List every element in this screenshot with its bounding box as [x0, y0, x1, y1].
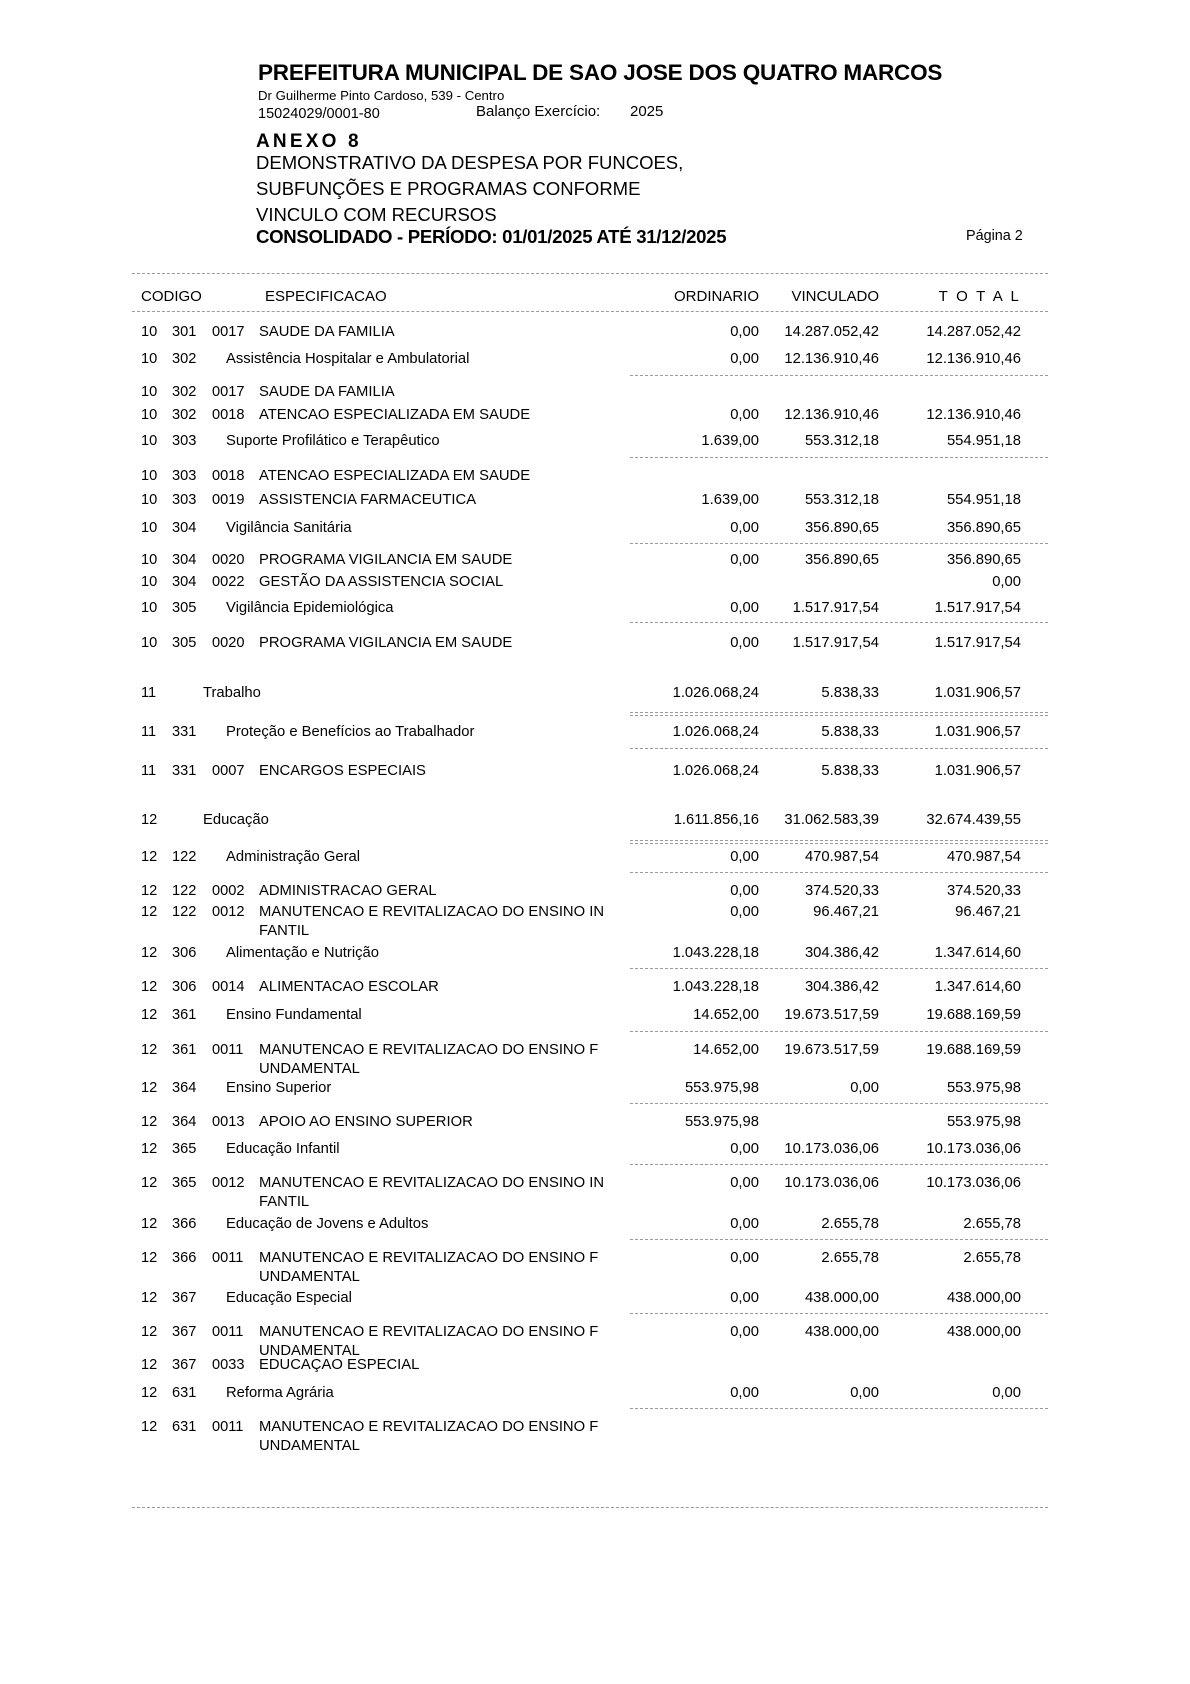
cell-funcao-code: 10 — [141, 635, 158, 651]
cell-especificacao: MANUTENCAO E REVITALIZACAO DO ENSINO F — [259, 1324, 599, 1340]
cell-funcao-code: 11 — [141, 685, 157, 701]
cell-especificacao: ASSISTENCIA FARMACEUTICA — [259, 492, 477, 508]
cell-especificacao-cont: UNDAMENTAL — [259, 1269, 360, 1285]
cell-especificacao: Educação Especial — [226, 1290, 352, 1306]
cell-especificacao-cont: FANTIL — [259, 923, 310, 939]
cell-subfuncao-code: 361 — [172, 1007, 197, 1023]
cell-funcao-code: 10 — [141, 324, 158, 340]
cell-programa-code: 0022 — [212, 574, 245, 590]
cell-especificacao-cont: FANTIL — [259, 1194, 310, 1210]
cell-vinculado: 5.838,33 — [821, 685, 879, 701]
cell-especificacao: PROGRAMA VIGILANCIA EM SAUDE — [259, 552, 513, 568]
cell-funcao-code: 11 — [141, 724, 157, 740]
cell-total: 10.173.036,06 — [926, 1175, 1021, 1191]
cell-total: 438.000,00 — [946, 1290, 1021, 1306]
cell-total: 470.987,54 — [946, 849, 1021, 865]
cell-total: 1.517.917,54 — [934, 635, 1021, 651]
organization-cnpj: 15024029/0001-80 — [258, 106, 380, 122]
cell-vinculado: 438.000,00 — [804, 1290, 879, 1306]
cell-total: 553.975,98 — [946, 1080, 1021, 1096]
cell-subfuncao-code: 367 — [172, 1357, 197, 1373]
cell-subfuncao-code: 302 — [172, 351, 197, 367]
cell-especificacao: Vigilância Epidemiológica — [226, 600, 394, 616]
cell-especificacao: ADMINISTRACAO GERAL — [259, 883, 437, 899]
cell-vinculado: 1.517.917,54 — [792, 600, 879, 616]
cell-ordinario: 1.026.068,24 — [672, 724, 759, 740]
cell-total: 12.136.910,46 — [926, 407, 1021, 423]
column-header-ordinario: ORDINARIO — [673, 288, 759, 305]
cell-ordinario: 0,00 — [730, 324, 759, 340]
cell-programa-code: 0011 — [212, 1042, 244, 1058]
cell-total: 10.173.036,06 — [926, 1141, 1021, 1157]
page-number: Página 2 — [966, 228, 1023, 244]
cell-funcao-code: 12 — [141, 904, 158, 920]
cell-programa-code: 0014 — [212, 979, 245, 995]
cell-ordinario: 0,00 — [730, 1141, 759, 1157]
cell-subfuncao-code: 366 — [172, 1250, 197, 1266]
report-title-line-1: DEMONSTRATIVO DA DESPESA POR FUNCOES, — [256, 152, 684, 173]
cell-subfuncao-code: 364 — [172, 1114, 197, 1130]
cell-programa-code: 0020 — [212, 552, 245, 568]
cell-subfuncao-code: 331 — [172, 763, 197, 779]
cell-ordinario: 0,00 — [730, 407, 759, 423]
cell-vinculado: 10.173.036,06 — [784, 1141, 879, 1157]
cell-subfuncao-code: 631 — [172, 1419, 197, 1435]
cell-ordinario: 0,00 — [730, 520, 759, 536]
cell-subfuncao-code: 303 — [172, 492, 197, 508]
cell-funcao-code: 10 — [141, 351, 158, 367]
cell-total: 0,00 — [992, 574, 1021, 590]
cell-subfuncao-code: 306 — [172, 945, 197, 961]
cell-especificacao: MANUTENCAO E REVITALIZACAO DO ENSINO F — [259, 1250, 599, 1266]
cell-programa-code: 0011 — [212, 1250, 244, 1266]
cell-funcao-code: 12 — [141, 1419, 158, 1435]
cell-ordinario: 0,00 — [730, 1290, 759, 1306]
cell-funcao-code: 12 — [141, 945, 158, 961]
cell-subfuncao-code: 631 — [172, 1385, 197, 1401]
cell-ordinario: 1.043.228,18 — [672, 979, 759, 995]
cell-funcao-code: 10 — [141, 600, 158, 616]
cell-funcao-code: 10 — [141, 520, 158, 536]
cell-subfuncao-code: 304 — [172, 520, 197, 536]
cell-especificacao-cont: UNDAMENTAL — [259, 1061, 360, 1077]
cell-funcao-code: 11 — [141, 763, 157, 779]
cell-total: 2.655,78 — [963, 1250, 1021, 1266]
cell-funcao-code: 10 — [141, 433, 158, 449]
cell-total: 554.951,18 — [946, 433, 1021, 449]
cell-especificacao: Suporte Profilático e Terapêutico — [226, 433, 440, 449]
cell-funcao-code: 12 — [141, 1385, 158, 1401]
cell-total: 19.688.169,59 — [926, 1007, 1021, 1023]
cell-programa-code: 0017 — [212, 324, 245, 340]
cell-ordinario: 0,00 — [730, 1216, 759, 1232]
cell-especificacao-cont: UNDAMENTAL — [259, 1438, 360, 1454]
cell-subfuncao-code: 305 — [172, 635, 197, 651]
cell-programa-code: 0017 — [212, 384, 245, 400]
cell-total: 1.031.906,57 — [934, 685, 1021, 701]
row-separator — [630, 1103, 1048, 1104]
cell-subfuncao-code: 303 — [172, 433, 197, 449]
cell-vinculado: 0,00 — [850, 1385, 879, 1401]
annex-title: ANEXO 8 — [256, 131, 362, 152]
cell-vinculado: 470.987,54 — [804, 849, 879, 865]
cell-ordinario: 0,00 — [730, 1250, 759, 1266]
cell-subfuncao-code: 122 — [172, 849, 197, 865]
cell-ordinario: 1.043.228,18 — [672, 945, 759, 961]
cell-especificacao-cont: UNDAMENTAL — [259, 1343, 360, 1359]
balance-year: 2025 — [630, 103, 664, 120]
cell-total: 1.517.917,54 — [934, 600, 1021, 616]
cell-programa-code: 0011 — [212, 1419, 244, 1435]
cell-total: 356.890,65 — [946, 520, 1021, 536]
table-bottom-rule — [132, 1507, 1048, 1508]
row-separator — [630, 1313, 1048, 1314]
cell-funcao-code: 12 — [141, 849, 158, 865]
cell-especificacao: Vigilância Sanitária — [226, 520, 352, 536]
cell-total: 1.347.614,60 — [934, 979, 1021, 995]
balance-label: Balanço Exercício: — [476, 103, 601, 120]
cell-ordinario: 1.026.068,24 — [672, 685, 759, 701]
cell-especificacao: Proteção e Benefícios ao Trabalhador — [226, 724, 475, 740]
column-header-especificacao: ESPECIFICACAO — [265, 288, 387, 305]
row-separator — [630, 1031, 1048, 1032]
cell-subfuncao-code: 367 — [172, 1324, 197, 1340]
report-title-line-3: VINCULO COM RECURSOS — [256, 204, 497, 225]
cell-funcao-code: 12 — [141, 1357, 158, 1373]
cell-especificacao: ENCARGOS ESPECIAIS — [259, 763, 426, 779]
cell-ordinario: 0,00 — [730, 1385, 759, 1401]
cell-ordinario: 0,00 — [730, 1324, 759, 1340]
row-separator — [630, 543, 1048, 544]
row-separator — [630, 748, 1048, 749]
cell-subfuncao-code: 367 — [172, 1290, 197, 1306]
cell-total: 2.655,78 — [963, 1216, 1021, 1232]
cell-total: 19.688.169,59 — [926, 1042, 1021, 1058]
row-separator — [630, 457, 1048, 458]
cell-vinculado: 19.673.517,59 — [784, 1007, 879, 1023]
cell-vinculado: 2.655,78 — [821, 1216, 879, 1232]
cell-funcao-code: 12 — [141, 1141, 158, 1157]
cell-funcao-code: 12 — [141, 1324, 158, 1340]
cell-especificacao: ATENCAO ESPECIALIZADA EM SAUDE — [259, 407, 531, 423]
cell-especificacao: MANUTENCAO E REVITALIZACAO DO ENSINO F — [259, 1042, 599, 1058]
cell-subfuncao-code: 303 — [172, 468, 197, 484]
cell-vinculado: 12.136.910,46 — [784, 351, 879, 367]
cell-ordinario: 1.639,00 — [701, 492, 759, 508]
cell-ordinario: 14.652,00 — [693, 1042, 759, 1058]
cell-vinculado: 10.173.036,06 — [784, 1175, 879, 1191]
cell-total: 1.347.614,60 — [934, 945, 1021, 961]
cell-ordinario: 0,00 — [730, 600, 759, 616]
row-separator — [630, 872, 1048, 873]
cell-total: 554.951,18 — [946, 492, 1021, 508]
cell-funcao-code: 12 — [141, 1250, 158, 1266]
cell-funcao-code: 10 — [141, 407, 158, 423]
organization-address: Dr Guilherme Pinto Cardoso, 539 - Centro — [258, 88, 505, 103]
cell-programa-code: 0020 — [212, 635, 245, 651]
cell-especificacao: PROGRAMA VIGILANCIA EM SAUDE — [259, 635, 513, 651]
cell-vinculado: 1.517.917,54 — [792, 635, 879, 651]
cell-subfuncao-code: 361 — [172, 1042, 197, 1058]
row-separator — [630, 622, 1048, 623]
cell-vinculado: 2.655,78 — [821, 1250, 879, 1266]
cell-especificacao: Educação Infantil — [226, 1141, 340, 1157]
cell-subfuncao-code: 302 — [172, 407, 197, 423]
column-header-codigo: CODIGO — [141, 288, 202, 305]
cell-total: 553.975,98 — [946, 1114, 1021, 1130]
cell-funcao-code: 10 — [141, 574, 158, 590]
cell-especificacao: EDUCAÇAO ESPECIAL — [259, 1357, 420, 1373]
row-separator — [630, 712, 1048, 716]
row-separator — [630, 968, 1048, 969]
cell-ordinario: 553.975,98 — [684, 1080, 759, 1096]
cell-vinculado: 96.467,21 — [813, 904, 879, 920]
cell-total: 96.467,21 — [955, 904, 1021, 920]
row-separator — [630, 1239, 1048, 1240]
cell-vinculado: 304.386,42 — [804, 945, 879, 961]
cell-especificacao: GESTÃO DA ASSISTENCIA SOCIAL — [259, 574, 504, 590]
cell-subfuncao-code: 304 — [172, 552, 197, 568]
cell-vinculado: 31.062.583,39 — [784, 812, 879, 828]
cell-ordinario: 0,00 — [730, 552, 759, 568]
cell-especificacao: ATENCAO ESPECIALIZADA EM SAUDE — [259, 468, 531, 484]
cell-ordinario: 0,00 — [730, 351, 759, 367]
cell-funcao-code: 10 — [141, 552, 158, 568]
cell-especificacao: MANUTENCAO E REVITALIZACAO DO ENSINO F — [259, 1419, 599, 1435]
row-separator — [630, 1164, 1048, 1165]
cell-total: 1.031.906,57 — [934, 724, 1021, 740]
cell-vinculado: 553.312,18 — [804, 492, 879, 508]
cell-funcao-code: 12 — [141, 1216, 158, 1232]
cell-vinculado: 356.890,65 — [804, 520, 879, 536]
cell-subfuncao-code: 331 — [172, 724, 197, 740]
cell-programa-code: 0013 — [212, 1114, 245, 1130]
cell-subfuncao-code: 122 — [172, 883, 197, 899]
cell-funcao-code: 12 — [141, 1290, 158, 1306]
cell-funcao-code: 12 — [141, 1007, 158, 1023]
cell-programa-code: 0019 — [212, 492, 245, 508]
consolidated-period: CONSOLIDADO - PERÍODO: 01/01/2025 ATÉ 31/12/2025 — [256, 226, 727, 247]
cell-especificacao: Assistência Hospitalar e Ambulatorial — [226, 351, 470, 367]
cell-especificacao: Educação de Jovens e Adultos — [226, 1216, 429, 1232]
cell-programa-code: 0018 — [212, 468, 245, 484]
cell-especificacao: Ensino Fundamental — [226, 1007, 362, 1023]
table-top-rule — [132, 273, 1048, 274]
cell-subfuncao-code: 306 — [172, 979, 197, 995]
cell-programa-code: 0012 — [212, 1175, 245, 1191]
cell-subfuncao-code: 365 — [172, 1141, 197, 1157]
cell-ordinario: 553.975,98 — [684, 1114, 759, 1130]
cell-especificacao: Reforma Agrária — [226, 1385, 334, 1401]
cell-especificacao: Alimentação e Nutrição — [226, 945, 379, 961]
cell-total: 1.031.906,57 — [934, 763, 1021, 779]
cell-vinculado: 356.890,65 — [804, 552, 879, 568]
cell-vinculado: 553.312,18 — [804, 433, 879, 449]
cell-vinculado: 374.520,33 — [804, 883, 879, 899]
cell-total: 32.674.439,55 — [926, 812, 1021, 828]
column-header-total: T O T A L — [938, 288, 1021, 305]
cell-subfuncao-code: 304 — [172, 574, 197, 590]
cell-funcao-code: 12 — [141, 883, 158, 899]
table-header-rule — [132, 311, 1048, 312]
cell-especificacao: SAUDE DA FAMILIA — [259, 324, 395, 340]
cell-funcao-code: 10 — [141, 468, 158, 484]
cell-programa-code: 0033 — [212, 1357, 245, 1373]
cell-vinculado: 19.673.517,59 — [784, 1042, 879, 1058]
report-title-line-2: SUBFUNÇÕES E PROGRAMAS CONFORME — [256, 178, 641, 199]
cell-programa-code: 0018 — [212, 407, 245, 423]
cell-total: 12.136.910,46 — [926, 351, 1021, 367]
cell-subfuncao-code: 364 — [172, 1080, 197, 1096]
cell-programa-code: 0012 — [212, 904, 245, 920]
cell-programa-code: 0011 — [212, 1324, 244, 1340]
cell-subfuncao-code: 122 — [172, 904, 197, 920]
cell-ordinario: 0,00 — [730, 883, 759, 899]
cell-ordinario: 0,00 — [730, 1175, 759, 1191]
cell-subfuncao-code: 365 — [172, 1175, 197, 1191]
cell-ordinario: 1.639,00 — [701, 433, 759, 449]
cell-funcao-code: 12 — [141, 1114, 158, 1130]
cell-funcao-code: 12 — [141, 979, 158, 995]
cell-vinculado: 0,00 — [850, 1080, 879, 1096]
cell-especificacao: MANUTENCAO E REVITALIZACAO DO ENSINO IN — [259, 904, 605, 920]
cell-vinculado: 5.838,33 — [821, 763, 879, 779]
cell-vinculado: 304.386,42 — [804, 979, 879, 995]
cell-funcao-code: 10 — [141, 492, 158, 508]
cell-ordinario: 1.026.068,24 — [672, 763, 759, 779]
cell-ordinario: 0,00 — [730, 849, 759, 865]
cell-subfuncao-code: 305 — [172, 600, 197, 616]
cell-vinculado: 438.000,00 — [804, 1324, 879, 1340]
cell-subfuncao-code: 366 — [172, 1216, 197, 1232]
row-separator — [630, 375, 1048, 376]
cell-total: 356.890,65 — [946, 552, 1021, 568]
cell-especificacao: Administração Geral — [226, 849, 361, 865]
organization-title: PREFEITURA MUNICIPAL DE SAO JOSE DOS QUATRO MARCOS — [258, 60, 943, 85]
cell-funcao-code: 12 — [141, 1080, 158, 1096]
cell-especificacao: Trabalho — [203, 685, 261, 701]
cell-especificacao: APOIO AO ENSINO SUPERIOR — [259, 1114, 473, 1130]
row-separator — [630, 840, 1048, 844]
cell-subfuncao-code: 302 — [172, 384, 197, 400]
cell-ordinario: 14.652,00 — [693, 1007, 759, 1023]
cell-vinculado: 12.136.910,46 — [784, 407, 879, 423]
cell-programa-code: 0002 — [212, 883, 245, 899]
row-separator — [630, 1408, 1048, 1409]
cell-especificacao: MANUTENCAO E REVITALIZACAO DO ENSINO IN — [259, 1175, 605, 1191]
cell-funcao-code: 12 — [141, 812, 158, 828]
cell-especificacao: ALIMENTACAO ESCOLAR — [259, 979, 439, 995]
cell-programa-code: 0007 — [212, 763, 245, 779]
cell-total: 374.520,33 — [946, 883, 1021, 899]
cell-subfuncao-code: 301 — [172, 324, 197, 340]
cell-funcao-code: 10 — [141, 384, 158, 400]
cell-funcao-code: 12 — [141, 1042, 158, 1058]
cell-especificacao: Educação — [203, 812, 269, 828]
column-header-vinculado: VINCULADO — [791, 288, 879, 305]
cell-total: 14.287.052,42 — [926, 324, 1021, 340]
cell-especificacao: SAUDE DA FAMILIA — [259, 384, 395, 400]
cell-funcao-code: 12 — [141, 1175, 158, 1191]
cell-vinculado: 14.287.052,42 — [784, 324, 879, 340]
cell-vinculado: 5.838,33 — [821, 724, 879, 740]
cell-total: 0,00 — [992, 1385, 1021, 1401]
cell-especificacao: Ensino Superior — [226, 1080, 332, 1096]
cell-ordinario: 0,00 — [730, 904, 759, 920]
cell-ordinario: 0,00 — [730, 635, 759, 651]
cell-ordinario: 1.611.856,16 — [673, 812, 759, 828]
cell-total: 438.000,00 — [946, 1324, 1021, 1340]
